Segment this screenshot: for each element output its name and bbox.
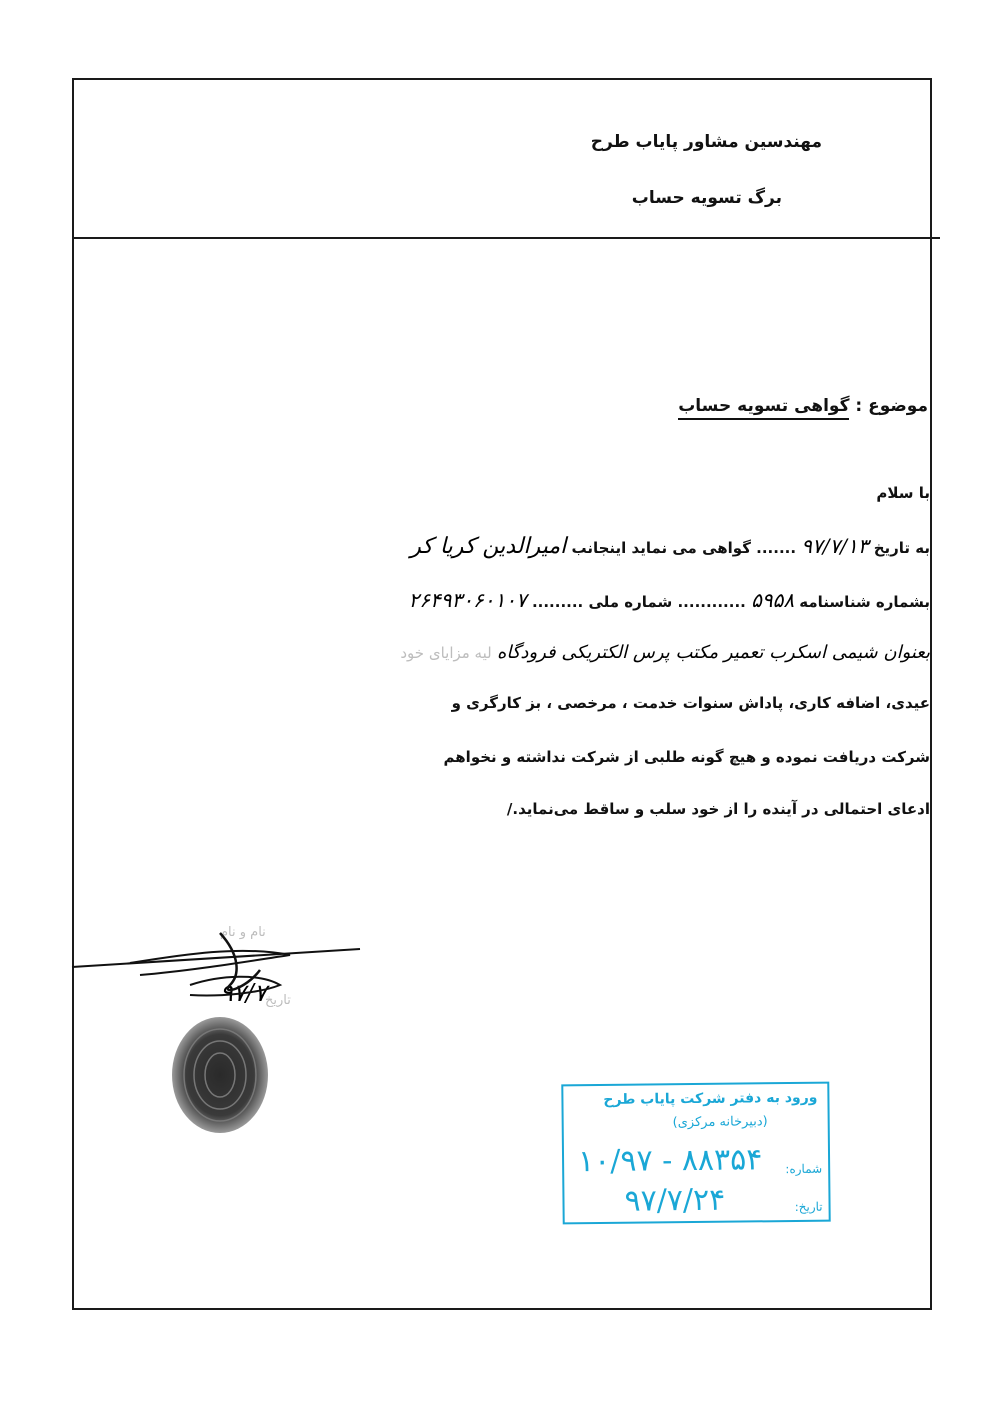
handwritten-national-id: ۲۶۴۹۳۰۶۰۱۰۷: [408, 588, 527, 612]
dotted-fill: .........: [531, 593, 584, 611]
body-line-5: شرکت دریافت نموده و هیچ گونه طلبی از شرکت نداشته و نخواهم: [443, 748, 930, 766]
form-title: برگ تسویه حساب: [631, 188, 782, 208]
handwritten-id: ۵۹۵۸: [751, 588, 795, 612]
certify-text: گواهی می نماید اینجانب: [571, 539, 751, 557]
stamp-subtitle: (دبیرخانه مرکزی): [672, 1114, 768, 1131]
signature-block: [70, 915, 370, 1145]
body-line-2: [409, 588, 930, 612]
registry-stamp: [561, 1082, 830, 1225]
subject-line: [678, 396, 928, 416]
company-name: مهندسین مشاور پایاب طرح: [590, 132, 822, 152]
stamp-number-label: شماره:: [785, 1161, 823, 1177]
stamp-date-label: تاریخ:: [794, 1199, 823, 1214]
signature-name-label: نام و نام: [220, 925, 266, 940]
national-label: شماره ملی: [588, 593, 673, 611]
faint-text: لیه مزایای خود: [400, 644, 492, 662]
date-prefix: به تاریخ: [873, 539, 930, 557]
greeting: با سلام: [876, 484, 930, 502]
stamp-title: ورود به دفتر شرکت پایاب طرح: [603, 1089, 818, 1108]
id-label: بشماره شناسنامه: [799, 593, 930, 611]
handwritten-name: امیرالدین کریا کر: [410, 534, 567, 559]
body-line-3: [400, 642, 930, 663]
signature-date-label: تاریخ: [265, 993, 291, 1008]
body-line-1: [410, 534, 930, 559]
body-line-4: عیدی، اضافه کاری، پاداش سنوات خدمت ، مرخصی ، بز کارگری و: [451, 694, 930, 712]
stamp-number-value: ۱۰/۹۷ - ۸۸۳۵۴: [577, 1142, 763, 1180]
stamp-date-value: ۹۷/۷/۲۴: [624, 1182, 726, 1219]
dotted-fill: ............: [677, 593, 746, 611]
handwritten-position: بعنوان شیمی اسکرب تعمیر مکتب پرس الکتریکی فرودگاه: [496, 642, 930, 663]
subject-label: موضوع :: [855, 396, 928, 416]
handwritten-date: ۹۷/۷/۱۳: [801, 534, 869, 558]
fingerprint-icon: [165, 1010, 275, 1140]
signature-handwritten-date: ۹۷/۷: [220, 979, 267, 1007]
dotted-fill: .......: [756, 539, 797, 557]
subject-value: گواهی تسویه حساب: [678, 396, 849, 420]
header-divider: [72, 237, 940, 239]
body-line-6: ادعای احتمالی در آینده را از خود سلب و ساقط می‌نماید./: [506, 800, 930, 818]
